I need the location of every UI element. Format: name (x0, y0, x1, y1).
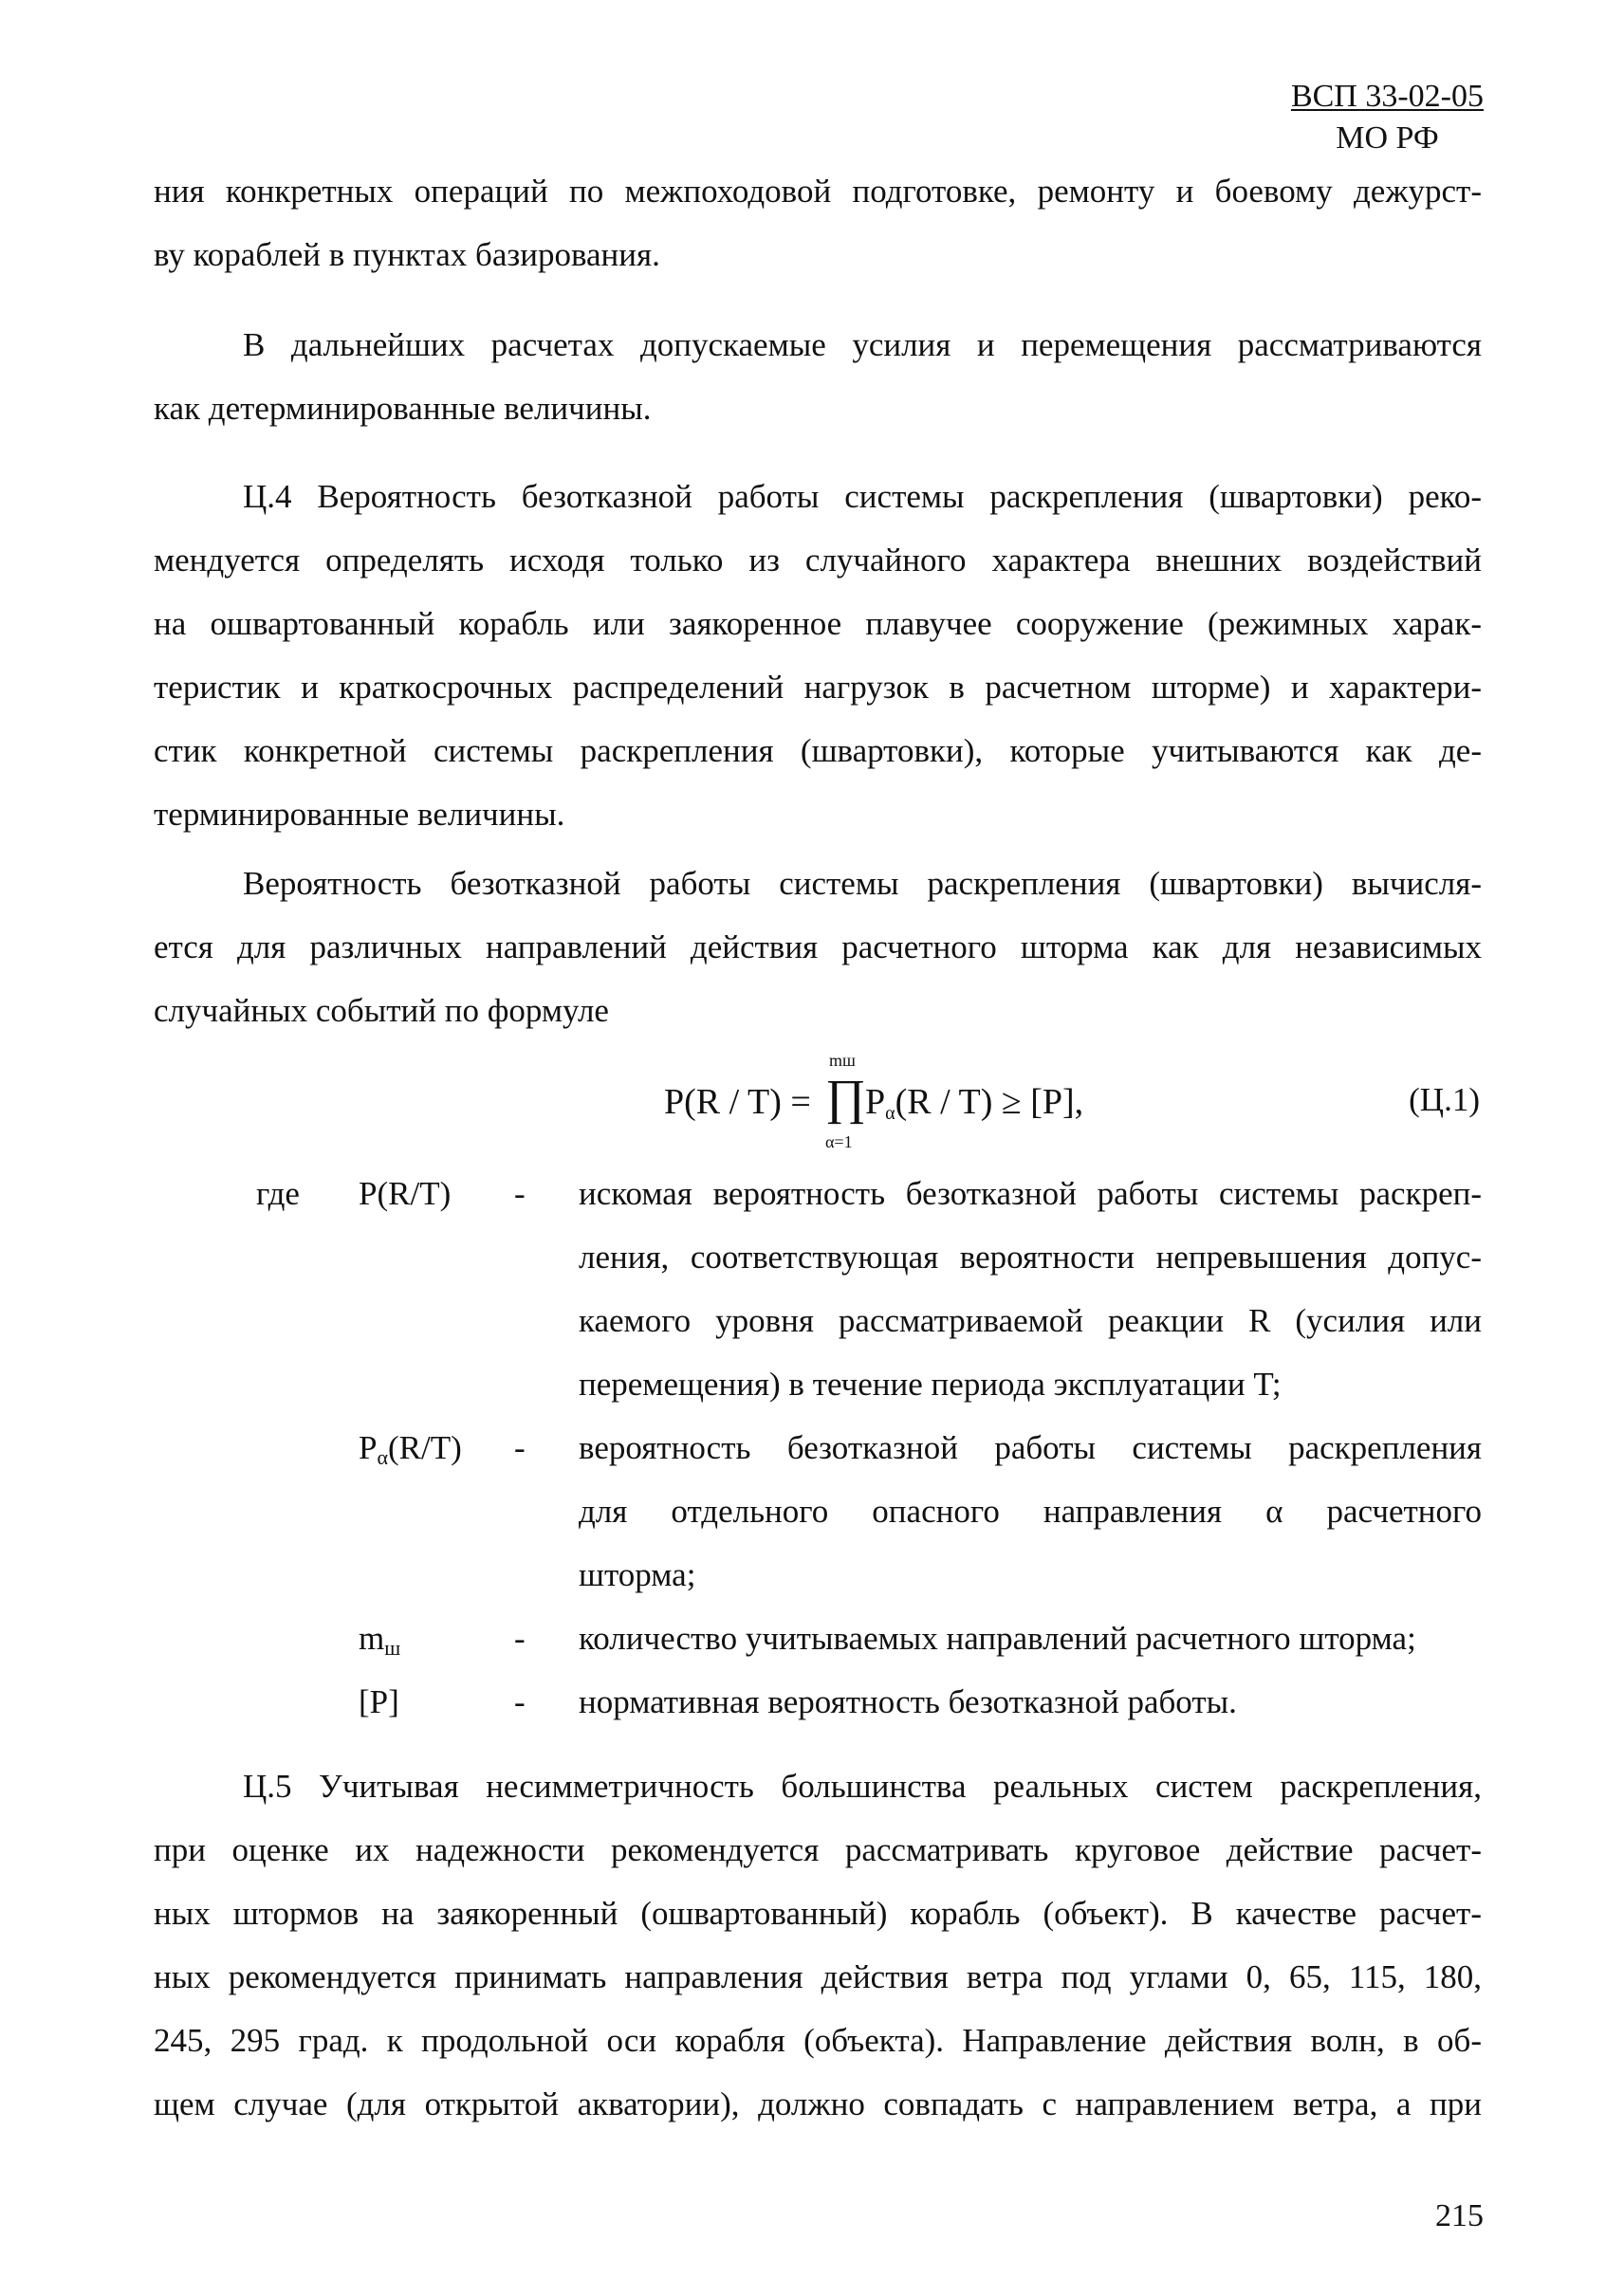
text-line: щем случае (для открытой акватории), должно совпадать с направлением ветра, а при (154, 2085, 1482, 2122)
text-line: каемого уровня рассматриваемой реакции R (усилия или (579, 1302, 1482, 1339)
definition-item (154, 1162, 1482, 1416)
where-label: где (256, 1175, 300, 1212)
paragraph-section-c5 (154, 1754, 1482, 2136)
text-line: ния конкретных операций по межпоходовой подготовке, ремонту и боевому дежурст- (154, 173, 1482, 210)
product-lower-limit: α=1 (825, 1132, 853, 1151)
symbol-text: P(R/T) (359, 1175, 452, 1212)
paragraph-deterministic (154, 313, 1482, 440)
symbol-subscript: α (377, 1445, 388, 1469)
text-line: терминированные величины. (154, 796, 565, 833)
product-symbol: ∏ (825, 1071, 866, 1125)
definition-text (579, 1607, 1482, 1670)
definition-symbol (359, 1416, 462, 1489)
formula-number: (Ц.1) (1409, 1081, 1480, 1118)
definition-dash: - (514, 1429, 526, 1466)
paragraph-probability (154, 852, 1482, 1042)
paragraph-continuation (154, 159, 1482, 286)
definition-dash: - (514, 1620, 526, 1657)
symbol-text: P (359, 1429, 378, 1466)
symbol-text: m (359, 1620, 385, 1657)
formula-p: P (865, 1082, 886, 1122)
product-upper-limit: mш (829, 1051, 856, 1070)
text-line: искомая вероятность безотказной работы системы раскреп- (579, 1175, 1482, 1212)
text-line: теристик и краткосрочных распределений нагрузок в расчетном шторме) и характери- (154, 669, 1482, 706)
definition-item (154, 1416, 1482, 1607)
definition-text (579, 1162, 1482, 1416)
document-header (1291, 76, 1484, 159)
definition-symbol (359, 1670, 399, 1734)
text-line: Ц.5 Учитывая несимметричность большинства реальных систем раскрепления, (243, 1768, 1482, 1805)
text-line: ных штормов на заякоренный (ошвартованный) корабль (объект). В качестве расчет- (154, 1895, 1482, 1932)
definition-item (154, 1607, 1482, 1670)
symbol-subscript: ш (384, 1636, 401, 1660)
text-line: В дальнейших расчетах допускаемые усилия и перемещения рассматриваются (243, 326, 1482, 363)
definition-symbol (359, 1607, 400, 1680)
text-line: ных рекомендуется принимать направления действия ветра под углами 0, 65, 115, 180, (154, 1958, 1482, 1995)
text-line: вероятность безотказной работы системы раскрепления (579, 1429, 1482, 1466)
definition-text (579, 1416, 1482, 1607)
page-number: 215 (1435, 2198, 1484, 2233)
text-line: Вероятность безотказной работы системы раскрепления (швартовки) вычисля- (243, 865, 1482, 902)
definition-text (579, 1670, 1482, 1734)
text-line: ления, соответствующая вероятности непревышения допус- (579, 1239, 1482, 1276)
text-line: для отдельного опасного направления α расчетного (579, 1493, 1482, 1530)
formula-rhs-text: (R / T) ≥ [P], (895, 1082, 1084, 1122)
text-line: количество учитываемых направлений расчетного шторма; (579, 1620, 1416, 1657)
formula-p-subscript: α (885, 1103, 895, 1124)
text-line: Ц.4 Вероятность безотказной работы системы раскрепления (швартовки) реко- (243, 478, 1482, 515)
definition-dash: - (514, 1175, 526, 1212)
symbol-text: [P] (359, 1683, 399, 1720)
formula-rhs (865, 1081, 1083, 1125)
text-line: как детерминированные величины. (154, 390, 652, 427)
text-line: ву кораблей в пунктах базирования. (154, 236, 660, 273)
text-line: на ошвартованный корабль или заякоренное плавучее сооружение (режимных харак- (154, 605, 1482, 642)
definition-symbol (359, 1162, 451, 1225)
text-line: случайных событий по формуле (154, 992, 609, 1029)
paragraph-section-c4 (154, 465, 1482, 846)
formula-lhs: P(R / T) = (664, 1082, 811, 1122)
definitions-list (154, 1162, 1482, 1734)
text-line: шторма; (579, 1556, 696, 1593)
text-line: при оценке их надежности рекомендуется рассматривать круговое действие расчет- (154, 1831, 1482, 1868)
issuing-organization: МО РФ (1336, 120, 1439, 156)
definition-dash: - (514, 1683, 526, 1720)
text-line: перемещения) в течение периода эксплуатации T; (579, 1366, 1282, 1403)
definition-item (154, 1670, 1482, 1734)
text-line: нормативная вероятность безотказной работы. (579, 1683, 1237, 1720)
text-line: 245, 295 град. к продольной оси корабля (объекта). Направление действия волн, в об- (154, 2022, 1482, 2059)
text-line: мендуется определять исходя только из случайного характера внешних воздействий (154, 542, 1482, 579)
formula-c1 (664, 1051, 1480, 1168)
symbol-tail: (R/T) (388, 1429, 462, 1466)
text-line: ется для различных направлений действия расчетного шторма как для независимых (154, 928, 1482, 965)
standard-code: ВСП 33-02-05 (1290, 79, 1484, 114)
text-line: стик конкретной системы раскрепления (швартовки), которые учитываются как де- (154, 732, 1482, 769)
